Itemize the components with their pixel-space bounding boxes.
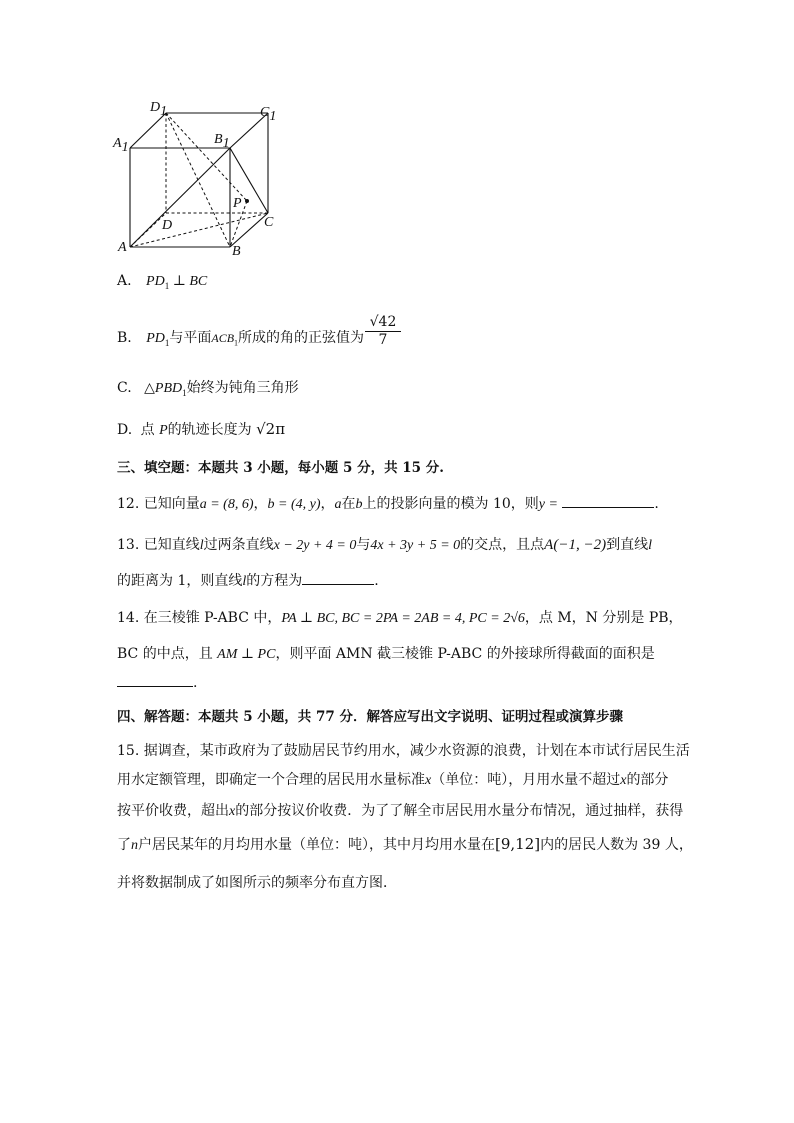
question-number: 14. <box>117 610 140 626</box>
label-a: A <box>118 240 127 255</box>
label-p: P <box>233 196 242 211</box>
question-12: 12. 已知向量a = (8, 6)，b = (4, y)，a在b上的投影向量的模为 10，则y = . <box>117 493 659 513</box>
question-text: 已知向量 <box>143 496 200 512</box>
question-text: 上的投影向量的模为 10，则 <box>362 496 539 512</box>
question-15-line-4: 了n户居民某年的月均用水量（单位：吨），其中月均用水量在[9,12]内的居民人数为 39 人， <box>117 835 693 853</box>
label-d: D <box>162 218 173 233</box>
question-14-line-3: . <box>117 672 197 691</box>
option-letter: D. <box>117 422 133 438</box>
option-text: 所成的角的正弦值为 <box>238 330 365 346</box>
answer-blank[interactable] <box>562 493 654 508</box>
cube-figure <box>110 95 290 260</box>
option-c <box>117 377 299 398</box>
question-number: 12. <box>117 496 140 512</box>
condition: PA ⊥ BC, BC = 2PA = 2AB = 4, PC = 2√6 <box>281 611 525 626</box>
option-value: √2π <box>256 420 286 438</box>
equation-2: 4x + 3y + 5 = 0 <box>370 538 461 553</box>
option-letter: A. <box>117 273 132 289</box>
question-15-line-3: 按平价收费，超出x的部分按议价收费．为了了解全市居民用水量分布情况，通过抽样，获得 <box>117 803 684 819</box>
section-heading-fill-in: 三、填空题：本题共 3 小题，每小题 5 分，共 15 分. <box>117 460 444 476</box>
answer-blank[interactable] <box>302 570 374 585</box>
vector-b: b = (4, y) <box>267 497 321 512</box>
fraction-denominator: 7 <box>378 332 388 348</box>
question-15-line-1: 15. 据调查，某市政府为了鼓励居民节约用水，减少水资源的浪费，计划在本市试行居民生活 <box>117 743 690 759</box>
fraction-numerator: √42 <box>365 314 401 332</box>
condition: AM ⊥ PC <box>217 647 276 662</box>
option-text: 点 <box>140 422 155 438</box>
equation-1: x − 2y + 4 = 0 <box>273 538 357 553</box>
interval: [9,12] <box>495 835 541 853</box>
answer-blank[interactable] <box>117 672 193 687</box>
option-text: 与平面 <box>169 330 212 346</box>
question-number: 15. <box>117 743 140 759</box>
option-expr: $PD_1$ ⊥ BC <box>146 274 208 291</box>
label-a1: A1 <box>113 136 129 155</box>
option-expr: $PD_1$ <box>146 331 170 348</box>
option-d <box>117 419 285 439</box>
option-var: P <box>159 423 168 438</box>
option-letter: B. <box>117 330 132 346</box>
question-14-line-2: BC 的中点，且 AM ⊥ PC，则平面 AMN 截三棱锥 P-ABC 的外接球所得截面的面积是 <box>117 646 655 662</box>
point-a: A(−1, −2) <box>544 537 607 553</box>
option-text: 始终为钝角三角形 <box>186 380 299 396</box>
question-13-line-2: 的距离为 1，则直线l的方程为 . <box>117 570 379 590</box>
point-p <box>245 199 249 203</box>
vector-a: a = (8, 6) <box>199 497 254 512</box>
section-heading-solution: 四、解答题：本题共 5 小题，共 77 分．解答应写出文字说明、证明过程或演算步骤 <box>117 709 623 725</box>
option-a <box>117 273 207 291</box>
question-number: 13. <box>117 537 140 553</box>
label-b1: B1 <box>214 132 230 151</box>
label-c1: C1 <box>260 105 277 124</box>
question-15-line-5: 并将数据制成了如图所示的频率分布直方图． <box>117 875 397 891</box>
option-b <box>117 327 364 348</box>
option-text: 的轨迹长度为 <box>167 422 252 438</box>
label-d1: D1 <box>150 100 168 119</box>
option-expr: $\triangle PBD_1$ <box>144 381 187 398</box>
label-b: B <box>232 244 241 259</box>
question-14-line-1: 14. 在三棱锥 P-ABC 中，PA ⊥ BC, BC = 2PA = 2AB = 4, PC = 2√6，点 M，N 分别是 PB， <box>117 610 683 626</box>
question-13-line-1: 13. 已知直线l过两条直线x − 2y + 4 = 0与4x + 3y + 5 = 0的交点，且点A(−1, −2)到直线l <box>117 537 652 553</box>
label-c: C <box>264 215 274 230</box>
fraction-sqrt42-7 <box>365 314 401 348</box>
plane-name: $ACB_1$ <box>211 331 239 348</box>
question-15-line-2: 用水定额管理，即确定一个合理的居民用水量标准x（单位：吨），月用水量不超过x的部分 <box>117 772 669 788</box>
option-letter: C. <box>117 380 132 396</box>
